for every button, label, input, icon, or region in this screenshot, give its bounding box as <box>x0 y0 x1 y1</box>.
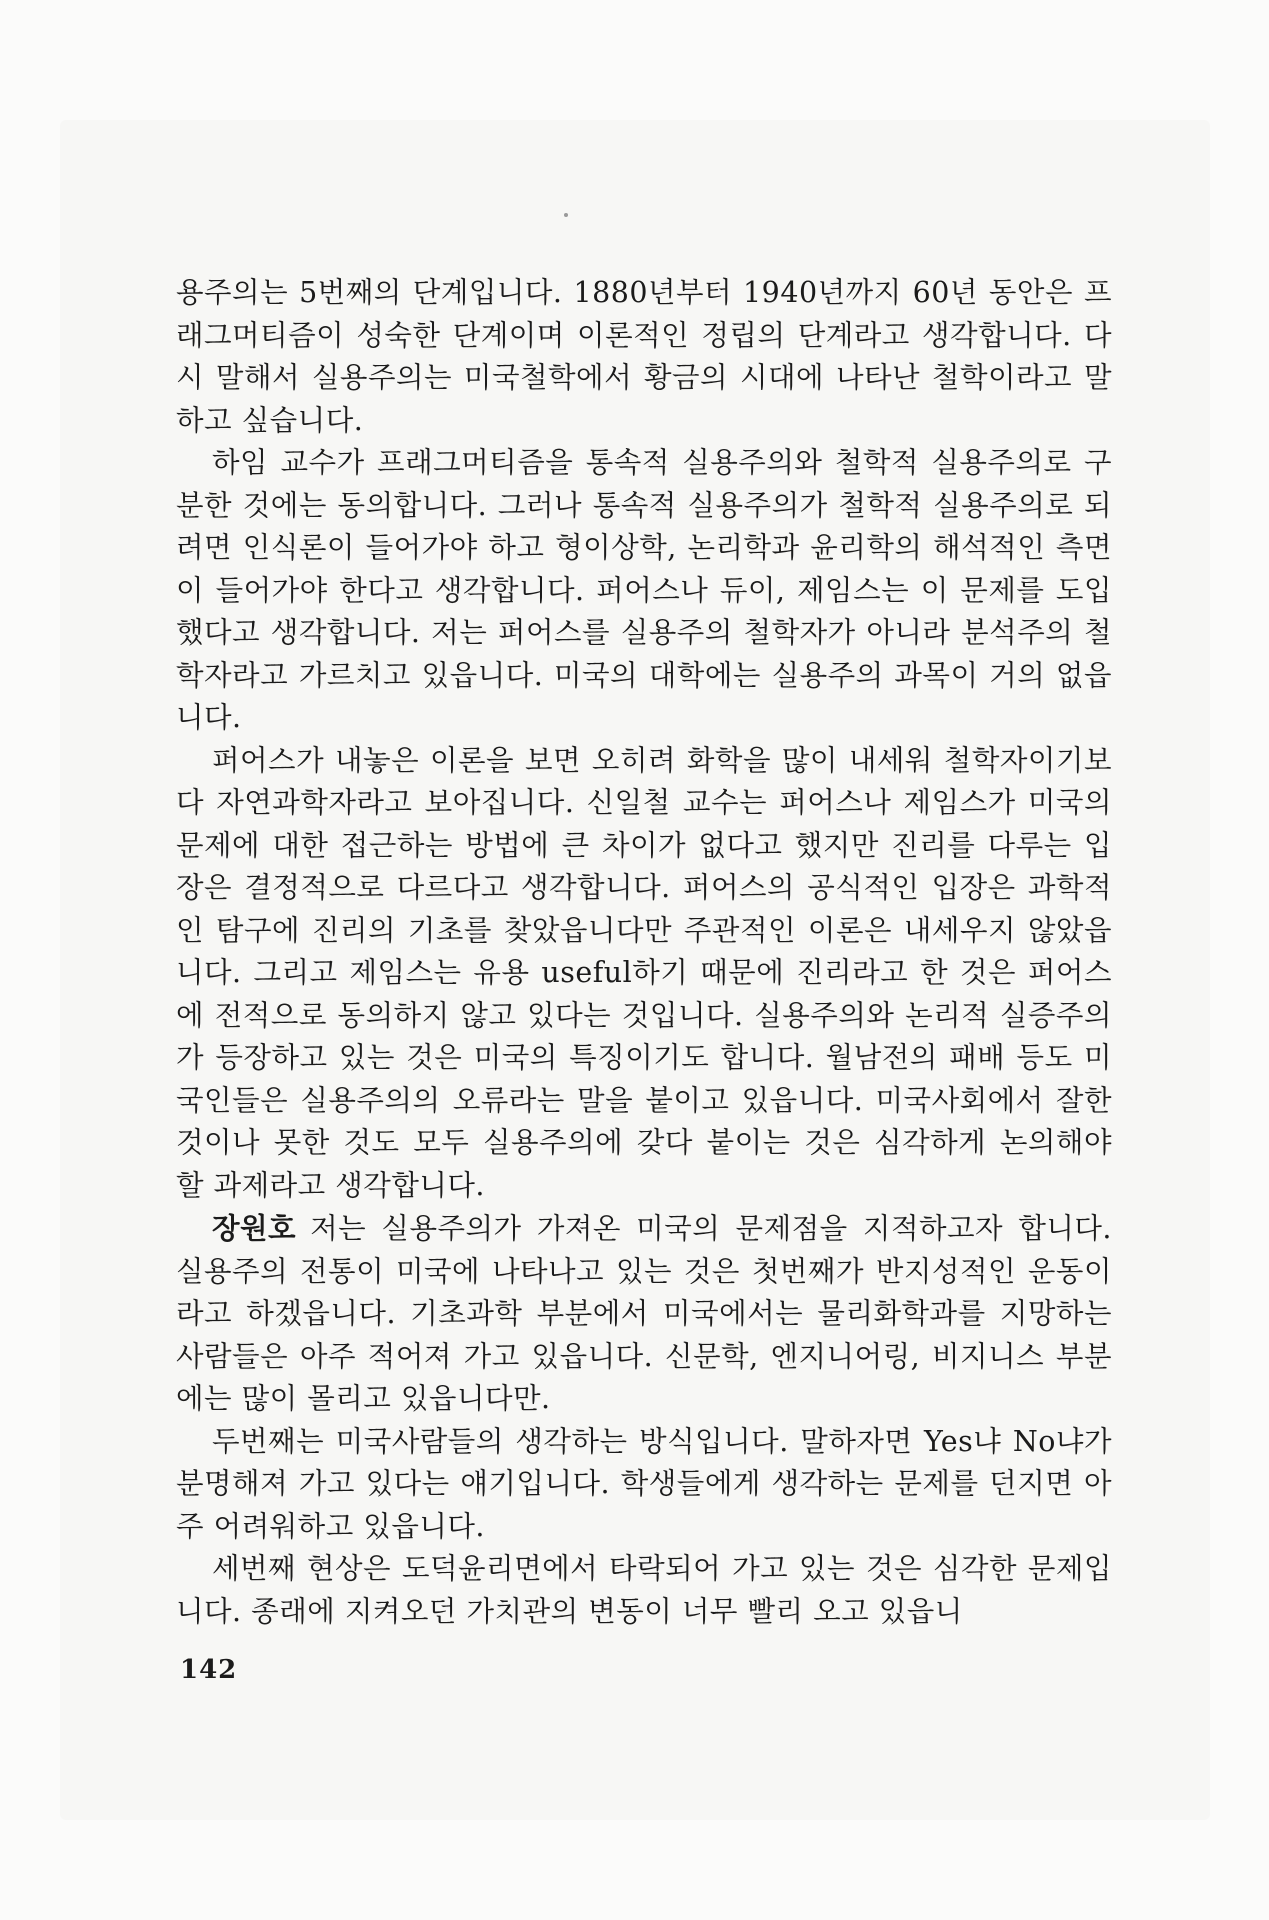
paragraph-6-text: 세번째 현상은 도덕윤리면에서 타락되어 가고 있는 것은 심각한 문제입니다. 종래에 지켜오던 가치관의 변동이 너무 빨리 오고 있읍니 <box>176 1552 1112 1628</box>
paragraph-4-text: 저는 실용주의가 가져온 미국의 문제점을 지적하고자 합니다. 실용주의 전통이 미국에 나타나고 있는 것은 첫번째가 반지성적인 운동이라고 하겠읍니다. 기초과학 부분에서 미국에서는 물리화학과를 지망하는 사람들은 아주 적어져 가고 있읍니다. 신문학, 엔지니어링, 비지니스 부분에는 많이 몰리고 있읍니다만. <box>176 1212 1112 1415</box>
paragraph-6 <box>176 1548 1112 1633</box>
scan-speck <box>564 213 568 217</box>
body-text <box>176 272 1112 1633</box>
page-number: 142 <box>180 1655 238 1685</box>
paragraph-2-text: 하임 교수가 프래그머티즘을 통속적 실용주의와 철학적 실용주의로 구분한 것에는 동의합니다. 그러나 통속적 실용주의가 철학적 실용주의로 되려면 인식론이 들어가야 하고 형이상학, 논리학과 윤리학의 해석적인 측면이 들어가야 한다고 생각합니다. 퍼어스나 듀이, 제임스는 이 문제를 도입했다고 생각합니다. 저는 퍼어스를 실용주의 철학자가 아니라 분석주의 철학자라고 가르치고 있읍니다. 미국의 대학에는 실용주의 과목이 거의 없읍니다. <box>176 446 1112 734</box>
paragraph-1 <box>176 272 1112 442</box>
paragraph-3-text: 퍼어스가 내놓은 이론을 보면 오히려 화학을 많이 내세워 철학자이기보다 자연과학자라고 보아집니다. 신일철 교수는 퍼어스나 제임스가 미국의 문제에 대한 접근하는 방법에 큰 차이가 없다고 했지만 진리를 다루는 입장은 결정적으로 다르다고 생각합니다. 퍼어스의 공식적인 입장은 과학적인 탐구에 진리의 기초를 찾았읍니다만 주관적인 이론은 내세우지 않았읍니다. 그리고 제임스는 유용 useful하기 때문에 진리라고 한 것은 퍼어스에 전적으로 동의하지 않고 있다는 것입니다. 실용주의와 논리적 실증주의가 등장하고 있는 것은 미국의 특징이기도 합니다. 월남전의 패배 등도 미국인들은 실용주의의 오류라는 말을 붙이고 있읍니다. 미국사회에서 잘한 것이나 못한 것도 모두 실용주의에 갖다 붙이는 것은 심각하게 논의해야 할 과제라고 생각합니다. <box>176 743 1112 1202</box>
paragraph-3 <box>176 740 1112 1208</box>
paragraph-5 <box>176 1421 1112 1549</box>
paragraph-5-text: 두번째는 미국사람들의 생각하는 방식입니다. 말하자면 Yes냐 No냐가 분명해져 가고 있다는 얘기입니다. 학생들에게 생각하는 문제를 던지면 아주 어려워하고 있읍니다. <box>176 1424 1112 1543</box>
paragraph-2 <box>176 442 1112 740</box>
paragraph-4 <box>176 1207 1112 1421</box>
paragraph-1-text: 용주의는 5번째의 단계입니다. 1880년부터 1940년까지 60년 동안은 프래그머티즘이 성숙한 단계이며 이론적인 정립의 단계라고 생각합니다. 다시 말해서 실용주의는 미국철학에서 황금의 시대에 나타난 철학이라고 말하고 싶습니다. <box>176 276 1112 437</box>
speaker-name: 장원호 <box>212 1211 297 1245</box>
